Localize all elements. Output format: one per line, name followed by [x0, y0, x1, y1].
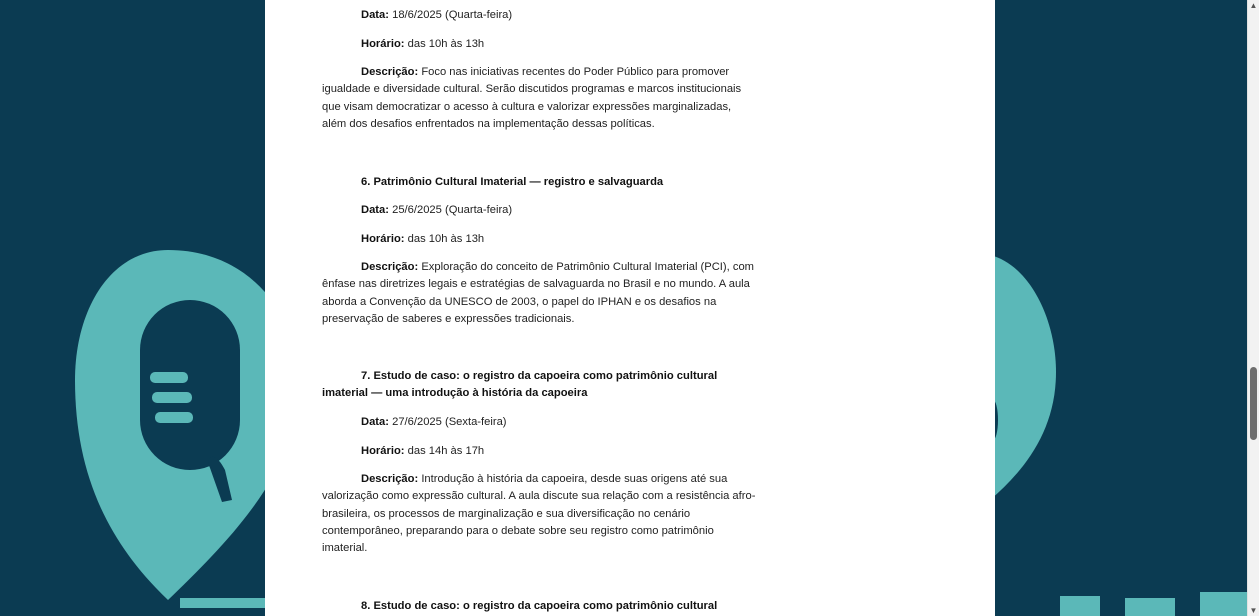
scroll-down-icon[interactable]: ▼: [1249, 606, 1258, 615]
session-5-description: Descrição: Foco nas iniciativas recentes do Poder Público para promover igualdade e diversidade cultural. Serão discutidos programas e marcos institucionais que visam democratizar o acesso à cultura e valorizar expressões marginalizadas, além dos desafios enfrentados na implementação dessas políticas.: [322, 66, 742, 130]
session-7-title: 7. Estudo de caso: o registro da capoeira como patrimônio cultural imaterial — uma introdução à história da capoeira: [322, 370, 718, 400]
session-6-time: Horário: das 10h às 13h: [361, 233, 485, 245]
session-6-description: Descrição: Exploração do conceito de Patrimônio Cultural Imaterial (PCI), com ênfase nas diretrizes legais e estratégias de salvaguarda no Brasil e no mundo. A aula aborda a Convenção da UNESCO de 2003, o papel do IPHAN e os desafios na preservação de saberes e expressões tradicionais.: [322, 261, 754, 325]
session-7-date: Data: 27/6/2025 (Sexta-feira): [361, 416, 507, 428]
document-page: [265, 0, 995, 616]
session-6-date: Data: 25/6/2025 (Quarta-feira): [361, 204, 513, 216]
session-8-title: 8. Estudo de caso: o registro da capoeira como patrimônio cultural: [361, 600, 718, 612]
session-7-time: Horário: das 14h às 17h: [361, 445, 485, 457]
session-5-date: Data: 18/6/2025 (Quarta-feira): [361, 9, 513, 21]
session-7-description: Descrição: Introdução à história da capoeira, desde suas origens até sua valorização como expressão cultural. A aula discute sua relação com a resistência afro-brasileira, os processos de marginalização e sua diversificação no cenário contemporâneo, preparando para o debate sobre seu registro como patrimônio imaterial.: [322, 473, 756, 555]
scroll-up-icon[interactable]: ▲: [1249, 1, 1258, 10]
session-5-time: Horário: das 10h às 13h: [361, 38, 485, 50]
scrollbar-thumb[interactable]: [1250, 367, 1257, 440]
vertical-scrollbar[interactable]: [1247, 0, 1259, 616]
session-6-title: 6. Patrimônio Cultural Imaterial — registro e salvaguarda: [361, 176, 664, 188]
